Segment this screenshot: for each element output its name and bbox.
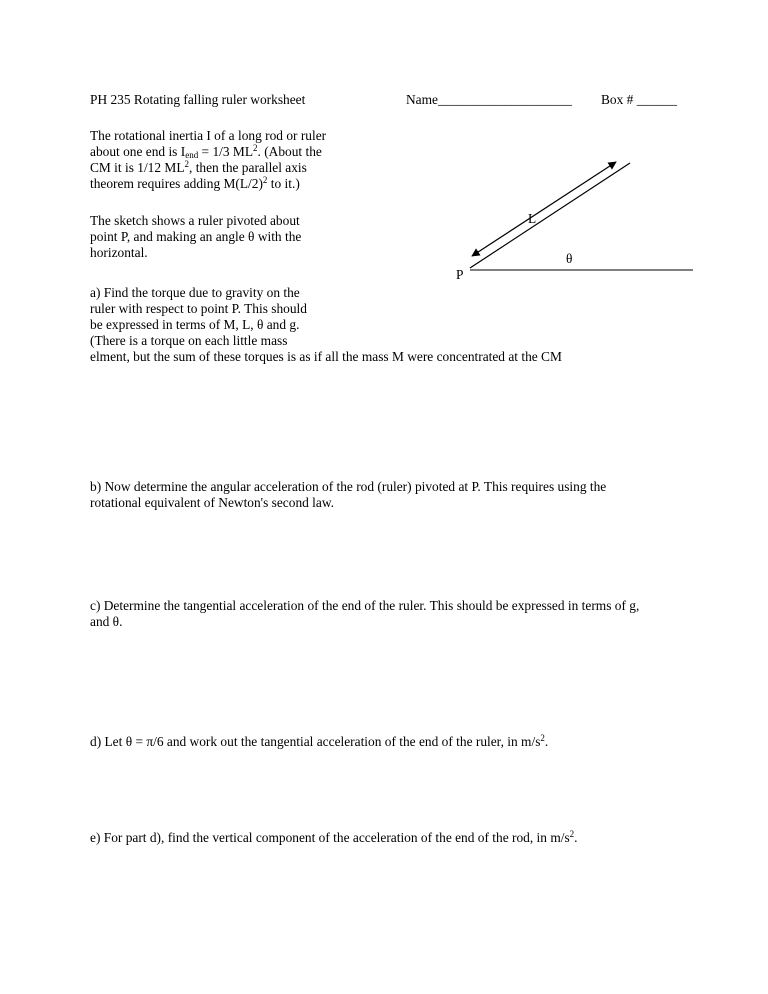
intro-line-3: CM it is 1/12 $ML^2$, then the parallel axis	[90, 159, 307, 175]
box-number-field[interactable]: Box # ______	[601, 92, 677, 107]
sketch-description	[90, 213, 301, 261]
intro-line-4: theorem requires adding $M(L/2)^2$ to it.)	[90, 175, 300, 191]
question-e: e) For part d), find the vertical component of the acceleration of the end of the rod, in $m/s^2$.	[90, 829, 578, 845]
question-c-line-1: c) Determine the tangential acceleration of the end of the ruler. This should be expressed in terms of g,	[90, 598, 640, 613]
intro-line-2: about one end is $I_{end} = 1/3$ $ML^2$. (About the	[90, 143, 322, 160]
question-b	[90, 479, 606, 511]
question-a-line-3: be expressed in terms of M, L, θ and g.	[90, 317, 300, 332]
question-a-line-4: (There is a torque on each little mass	[90, 333, 288, 348]
worksheet-title: PH 235 Rotating falling ruler worksheet	[90, 92, 306, 107]
label-L: L	[528, 211, 537, 226]
name-field[interactable]: Name____________________	[406, 92, 572, 107]
question-b-line-1: b) Now determine the angular acceleration of the rod (ruler) pivoted at P. This requires using the	[90, 479, 607, 494]
question-a	[90, 285, 562, 365]
length-arrow	[472, 162, 616, 256]
sketch-line-2: point P, and making an angle θ with the	[90, 229, 302, 244]
sketch-line-1: The sketch shows a ruler pivoted about	[90, 213, 300, 228]
question-a-line-5: elment, but the sum of these torques is as if all the mass M were concentrated at the CM	[90, 349, 562, 364]
ruler-line	[470, 163, 630, 268]
question-c	[90, 598, 639, 630]
label-P: P	[456, 267, 464, 282]
intro-paragraph	[90, 128, 326, 192]
question-a-line-2: ruler with respect to point P. This should	[90, 301, 307, 316]
question-d: d) Let θ = π/6 and work out the tangential acceleration of the end of the ruler, in $m/s^2$.	[90, 733, 549, 749]
ruler-sketch	[440, 155, 710, 290]
question-b-line-2: rotational equivalent of Newton's second law.	[90, 495, 334, 510]
label-theta: θ	[566, 251, 573, 266]
intro-line-1: The rotational inertia I of a long rod or ruler	[90, 128, 327, 143]
question-c-line-2: and θ.	[90, 614, 123, 629]
question-a-line-1: a) Find the torque due to gravity on the	[90, 285, 300, 300]
sketch-line-3: horizontal.	[90, 245, 148, 260]
